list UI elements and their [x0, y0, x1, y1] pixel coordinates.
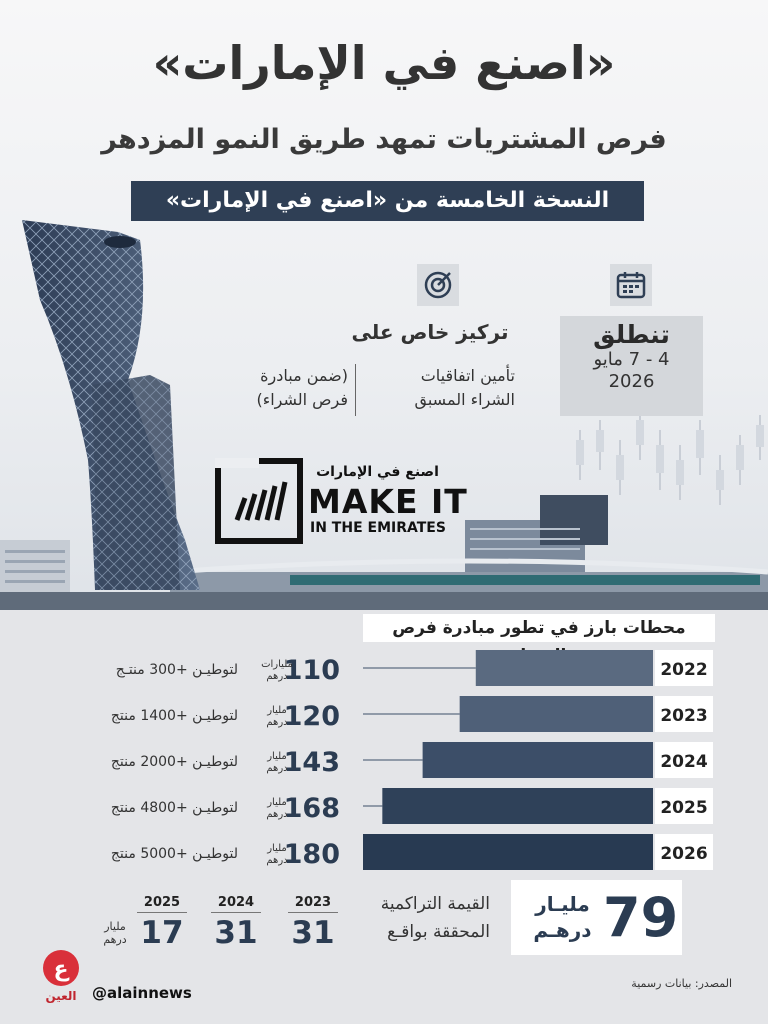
logo-english-line1: MAKE IT [308, 482, 468, 521]
bar-value-label: 143 [283, 747, 340, 778]
yearly-value: 31 [291, 915, 335, 951]
launch-dates: 4 - 7 مايو [593, 349, 670, 370]
focus-divider [355, 364, 356, 416]
alain-news-logo [36, 948, 86, 1006]
bar-annotation: لتوطيـن +4800 منتج [110, 800, 238, 816]
yearly-value-2023 [288, 895, 338, 951]
focus-left-line2: فرص الشراء) [256, 390, 348, 409]
bar [382, 788, 653, 824]
bar-unit-label: درهم [266, 855, 288, 866]
yearly-year: 2023 [288, 895, 338, 913]
chart-section-label: محطات بارز في تطور مبادرة فرص [363, 614, 715, 642]
focus-right-line1: تأمين اتفاقيات [420, 366, 515, 385]
bar-value-label: 110 [283, 655, 340, 686]
yearly-year: 2024 [211, 895, 261, 913]
logo-english-line2: IN THE EMIRATES [310, 520, 446, 536]
bar-unit-label: مليار [267, 751, 287, 762]
cumulative-unit-line1: مليـار [535, 892, 590, 916]
yearly-value-2025 [137, 895, 187, 951]
bar-unit-label: مليار [267, 797, 287, 808]
edition-banner: النسخة الخامسة من «اصنع في الإمارات» [131, 181, 644, 221]
year-tick-label: 2022 [660, 660, 708, 680]
yearly-unit [95, 920, 135, 946]
year-tick-label: 2023 [660, 706, 708, 726]
cumulative-value: 79 [603, 886, 679, 949]
bar-annotation: لتوطيـن +2000 منتج [110, 754, 238, 770]
yearly-year: 2025 [137, 895, 187, 913]
bar-unit-label: درهم [266, 809, 288, 820]
page-subtitle: فرص المشتريات تمهد طريق النمو المزدهر [101, 124, 667, 155]
target-icon [417, 264, 459, 306]
cumulative-label-line1: القيمة التراكمية [380, 894, 490, 914]
svg-text:ع: ع [53, 957, 69, 982]
bar-annotation: لتوطيـن +5000 منتج [110, 846, 238, 862]
bar [476, 650, 653, 686]
yearly-unit-line2: درهم [103, 933, 127, 946]
bar-unit-label: مليار [267, 843, 287, 854]
bar-unit-label: مليارات [261, 659, 293, 670]
focus-right-text [365, 364, 515, 412]
launch-title: تنطلق [593, 320, 670, 349]
yearly-unit-line1: مليار [104, 920, 126, 933]
focus-title: تركيز خاص على [351, 320, 509, 344]
bar-unit-label: درهم [266, 763, 288, 774]
page-title: «اصنع في الإمارات» [152, 36, 616, 90]
bar-annotation: لتوطيـن +1400 منتج [110, 708, 238, 724]
yearly-value: 17 [140, 915, 184, 951]
year-tick-label: 2024 [660, 752, 708, 772]
year-tick-label: 2025 [660, 798, 708, 818]
focus-left-text [190, 364, 348, 412]
milestones-bar-chart [0, 640, 768, 880]
yearly-value-2024 [211, 895, 261, 951]
focus-right-line2: الشراء المسبق [414, 390, 515, 409]
bar [363, 834, 653, 870]
svg-text:العين: العين [45, 989, 77, 1003]
year-tick-label: 2026 [660, 844, 708, 864]
bar-unit-label: درهم [266, 671, 288, 682]
cumulative-label-line2: المحققة بواقـع [387, 922, 490, 942]
cumulative-unit-line2: درهـم [533, 918, 592, 942]
bar [423, 742, 653, 778]
launch-date-box [560, 316, 703, 416]
bar-unit-label: مليار [267, 705, 287, 716]
focus-left-line1: (ضمن مبادرة [260, 366, 348, 385]
logo-arabic-text: اصنع في الإمارات [316, 464, 439, 480]
bar-value-label: 168 [283, 793, 340, 824]
bar-value-label: 120 [283, 701, 340, 732]
bar-value-label: 180 [283, 839, 340, 870]
source-note: المصدر: بيانات رسمية [631, 977, 732, 990]
launch-year: 2026 [608, 371, 655, 392]
social-handle[interactable]: @alainnews [92, 984, 192, 1002]
bar [460, 696, 653, 732]
make-it-logo-mark [215, 458, 303, 544]
yearly-value: 31 [214, 915, 258, 951]
bar-annotation: لتوطيـن +300 منتـج [115, 662, 238, 678]
calendar-icon [610, 264, 652, 306]
cumulative-label [360, 890, 490, 946]
bar-unit-label: درهم [266, 717, 288, 728]
